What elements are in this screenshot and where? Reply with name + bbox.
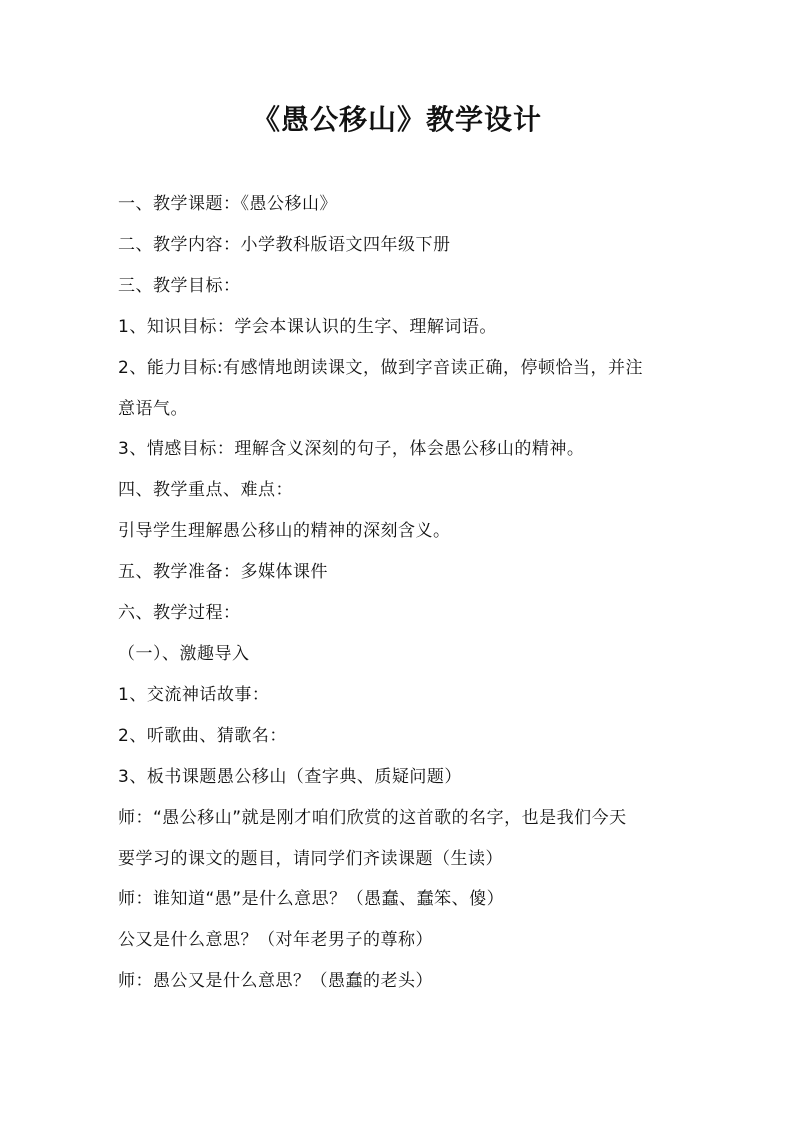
body-line: 师：谁知道“愚”是什么意思？（愚蠢、蠢笨、傻） — [118, 889, 505, 910]
document-body — [118, 184, 688, 1002]
body-line: 引导学生理解愚公移山的精神的深刻含义。 — [118, 521, 451, 542]
body-line: 2、能力目标:有感情地朗读课文，做到字音读正确，停顿恰当，并注 — [118, 357, 644, 378]
body-line: 公又是什么意思？（对年老男子的尊称） — [118, 930, 433, 951]
body-line: 3、情感目标：理解含义深刻的句子，体会愚公移山的精神。 — [118, 439, 585, 460]
body-line: 四、教学重点、难点： — [118, 480, 293, 501]
body-line: 五、教学准备：多媒体课件 — [118, 562, 328, 583]
body-line: 1、知识目标：学会本课认识的生字、理解词语。 — [118, 316, 497, 337]
body-line: 师：愚公又是什么意思？（愚蠢的老头） — [118, 971, 433, 992]
body-line: 二、教学内容：小学教科版语文四年级下册 — [118, 234, 451, 255]
body-line: （一）、激趣导入 — [118, 643, 250, 664]
body-line: 要学习的课文的题目，请同学们齐读课题（生读） — [118, 848, 503, 869]
body-line: 师：“愚公移山”就是刚才咱们欣赏的这首歌的名字，也是我们今天 — [118, 807, 627, 828]
body-line: 意语气。 — [118, 398, 188, 419]
body-line: 一、教学课题：《愚公移山》 — [118, 194, 337, 214]
body-line: 3、板书课题愚公移山（查字典、质疑问题） — [118, 766, 462, 787]
body-line: 1、交流神话故事： — [118, 684, 270, 705]
document-title: 《愚公移山》教学设计 — [251, 103, 542, 136]
body-line: 六、教学过程： — [118, 603, 241, 624]
body-line: 三、教学目标： — [118, 275, 241, 296]
body-line: 2、听歌曲、猜歌名： — [118, 725, 287, 746]
